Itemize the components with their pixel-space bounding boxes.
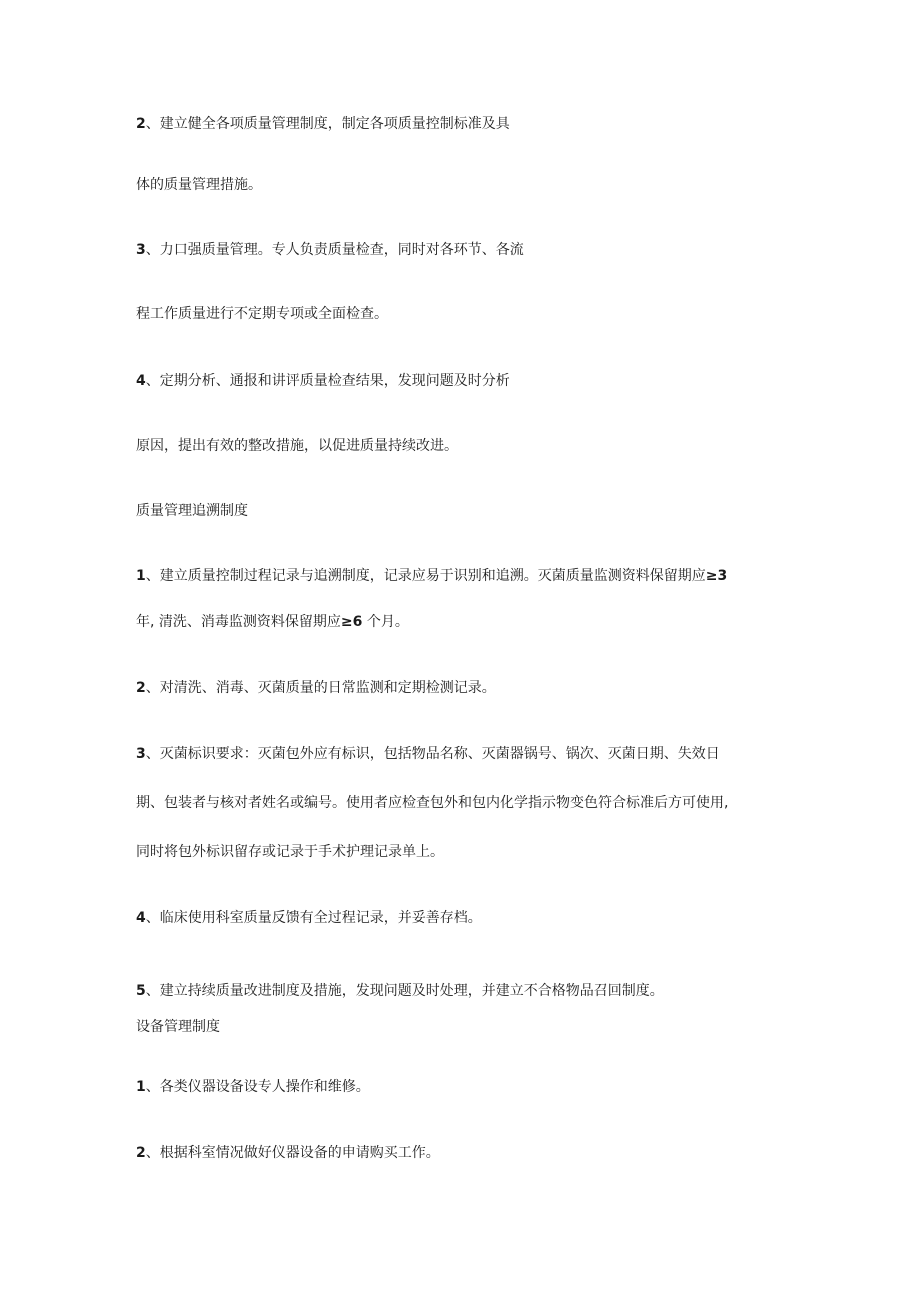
item-text: 、建立质量控制过程记录与追溯制度，记录应易于识别和追溯。灭菌质量监测资料保留期应 bbox=[145, 568, 706, 584]
equip-item-2 bbox=[136, 1144, 440, 1162]
retention-period-sterilization: ≥3 bbox=[705, 568, 728, 584]
trace-item-2 bbox=[136, 679, 496, 697]
item-number: 4 bbox=[136, 373, 146, 389]
item-text: 、临床使用科室质量反馈有全过程记录，并妥善存档。 bbox=[145, 910, 482, 926]
item-number: 2 bbox=[136, 1145, 146, 1161]
equipment-section-title: 设备管理制度 bbox=[136, 1019, 220, 1035]
item-text: 、灭菌标识要求：灭菌包外应有标识，包括物品名称、灭菌器锅号、锅次、灭菌日期、失效日 bbox=[145, 746, 720, 762]
item-text: 年, 清洗、消毒监测资料保留期应 bbox=[136, 614, 341, 630]
item-text: 、根据科室情况做好仪器设备的申请购买工作。 bbox=[145, 1145, 440, 1161]
trace-item-5 bbox=[136, 982, 664, 1000]
item-number: 3 bbox=[136, 242, 146, 258]
item-number: 1 bbox=[136, 1079, 146, 1095]
retention-period-cleaning: ≥6 bbox=[340, 614, 363, 630]
trace-item-3-line-2: 期、包装者与核对者姓名或编号。使用者应检查包外和包内化学指示物变色符合标准后方可使用, bbox=[136, 795, 729, 811]
qc-item-3-line-1 bbox=[136, 241, 524, 259]
trace-item-1-line-1 bbox=[136, 567, 727, 585]
item-text: 、建立持续质量改进制度及措施，发现问题及时处理，并建立不合格物品召回制度。 bbox=[145, 983, 664, 999]
item-text: 、力口强质量管理。专人负责质量检查，同时对各环节、各流 bbox=[145, 242, 524, 258]
item-text-tail: 个月。 bbox=[362, 614, 409, 630]
item-text: 、定期分析、通报和讲评质量检查结果，发现问题及时分析 bbox=[145, 373, 510, 389]
item-text: 、建立健全各项质量管理制度，制定各项质量控制标准及具 bbox=[145, 116, 510, 132]
trace-item-4 bbox=[136, 909, 482, 927]
equip-item-1 bbox=[136, 1078, 370, 1096]
qc-item-3-line-2: 程工作质量进行不定期专项或全面检查。 bbox=[136, 306, 388, 322]
item-number: 4 bbox=[136, 910, 146, 926]
item-text: 、对清洗、消毒、灭菌质量的日常监测和定期检测记录。 bbox=[145, 680, 496, 696]
traceability-section-title: 质量管理追溯制度 bbox=[136, 503, 248, 519]
qc-item-4-line-1 bbox=[136, 372, 510, 390]
item-text: 、各类仪器设备设专人操作和维修。 bbox=[145, 1079, 370, 1095]
trace-item-3-line-3: 同时将包外标识留存或记录于手术护理记录单上。 bbox=[136, 844, 444, 860]
item-number: 3 bbox=[136, 746, 146, 762]
item-number: 2 bbox=[136, 680, 146, 696]
qc-item-2-line-1 bbox=[136, 115, 510, 133]
qc-item-2-line-2: 体的质量管理措施。 bbox=[136, 177, 262, 193]
item-number: 5 bbox=[136, 983, 146, 999]
item-number: 1 bbox=[136, 568, 146, 584]
trace-item-3-line-1 bbox=[136, 745, 720, 763]
item-number: 2 bbox=[136, 116, 146, 132]
trace-item-1-line-2 bbox=[136, 613, 409, 631]
qc-item-4-line-2: 原因，提出有效的整改措施，以促进质量持续改进。 bbox=[136, 438, 458, 454]
